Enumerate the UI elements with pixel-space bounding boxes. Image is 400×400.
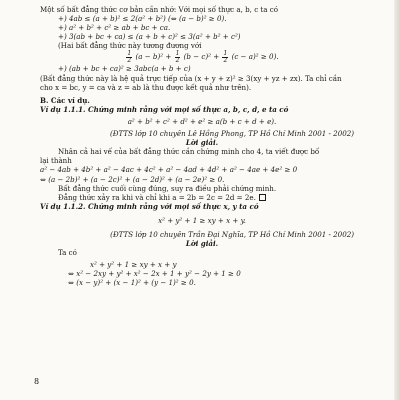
inequality-4: +) (ab + bc + ca)² ≥ 3abc(a + b + c) [58,64,191,74]
consequence-note-1: (Bất đẳng thức này là hệ quả trực tiếp của (x + y + z)² ≥ 3(xy + yz + zx). Ta chỉ cần [40,73,342,83]
example-1-source: (ĐTTS lớp 10 chuyên Lê Hồng Phong, TP Hồ Chí Minh 2001 - 2002) [109,129,354,139]
example-2-source: (ĐTTS lớp 10 chuyên Trần Đại Nghĩa, TP Hồ Chí Minh 2001 - 2002) [110,229,354,239]
qed-box-icon [259,194,266,201]
solution-1-text-2: lại thành [40,156,72,166]
fraction-half-3: $\frac{1}{2}$ [223,50,228,64]
fraction-equivalence: $\frac{1}{2}$ (a − b)² + $\frac{1}{2}$ (b − c)² + $\frac{1}{2}$ (c − a)² ≥ 0). [127,50,279,64]
solution-1-equality: Đẳng thức xảy ra khi và chỉ khi a = 2b = 2c = 2d = 2e. [40,193,364,202]
example-2-title: Ví dụ 1.1.2. Chứng minh rằng với mọi số thực x, y ta có [40,201,259,211]
inequality-2: +) a² + b² + c² ≥ ab + bc + ca. [58,23,171,33]
page-edge [394,0,400,400]
example-2-statement: x² + y² + 1 ≥ xy + x + y. [158,215,246,225]
solution-2-eq-1: x² + y² + 1 ≥ xy + x + y [90,260,177,270]
fraction-half-2: $\frac{1}{2}$ [175,50,180,64]
example-1-statement: a² + b² + c² + d² + e² ≥ a(b + c + d + e). [127,116,277,126]
solution-1-conclusion: Bất đẳng thức cuối cùng đúng, suy ra điều phải chứng minh. [58,183,277,193]
solution-2-eq-3: ⇔ (x − y)² + (x − 1)² + (y − 1)² ≥ 0. [68,278,196,288]
inequality-1: +) 4ab ≤ (a + b)² ≤ 2(a² + b²) (⇔ (a − b)² ≥ 0). [58,14,227,24]
solution-2-eq-2: ⇔ x² − 2xy + y² + x² − 2x + 1 + y² − 2y + 1 ≥ 0 [68,269,241,279]
solution-2-intro: Ta có [58,248,77,258]
page-number: 8 [34,376,40,386]
section-heading: B. Các ví dụ. [40,95,90,105]
solution-1-eq-2: ⇔ (a − 2b)² + (a − 2c)² + (a − 2d)² + (a − 2e)² ≥ 0. [40,174,225,184]
solution-heading-2: Lời giải. [185,239,219,249]
inequality-3: +) 3(ab + bc + ca) ≤ (a + b + c)² ≤ 3(a² + b² + c²) [58,32,241,42]
equivalence-note: (Hai bất đẳng thức này tương đương với [58,41,202,51]
solution-heading-1: Lời giải. [185,138,219,148]
solution-1-eq-1: a² − 4ab + 4b² + a² − 4ac + 4c² + a² − 4ad + 4d² + a² − 4ae + 4e² ≥ 0 [40,165,298,175]
example-1-title: Ví dụ 1.1.1. Chứng minh rằng với mọi số thực a, b, c, d, e ta có [40,104,289,114]
intro-line: Một số bất đẳng thức cơ bản cần nhớ: Với mọi số thực a, b, c ta có [40,5,278,14]
solution-1-text-1: Nhân cả hai vế của bất đẳng thức cần chứng minh cho 4, ta viết được bố [58,147,320,157]
consequence-note-2: cho x = bc, y = ca và z = ab là thu được kết quả như trên). [40,82,252,92]
fraction-half-1: $\frac{1}{2}$ [127,50,132,64]
